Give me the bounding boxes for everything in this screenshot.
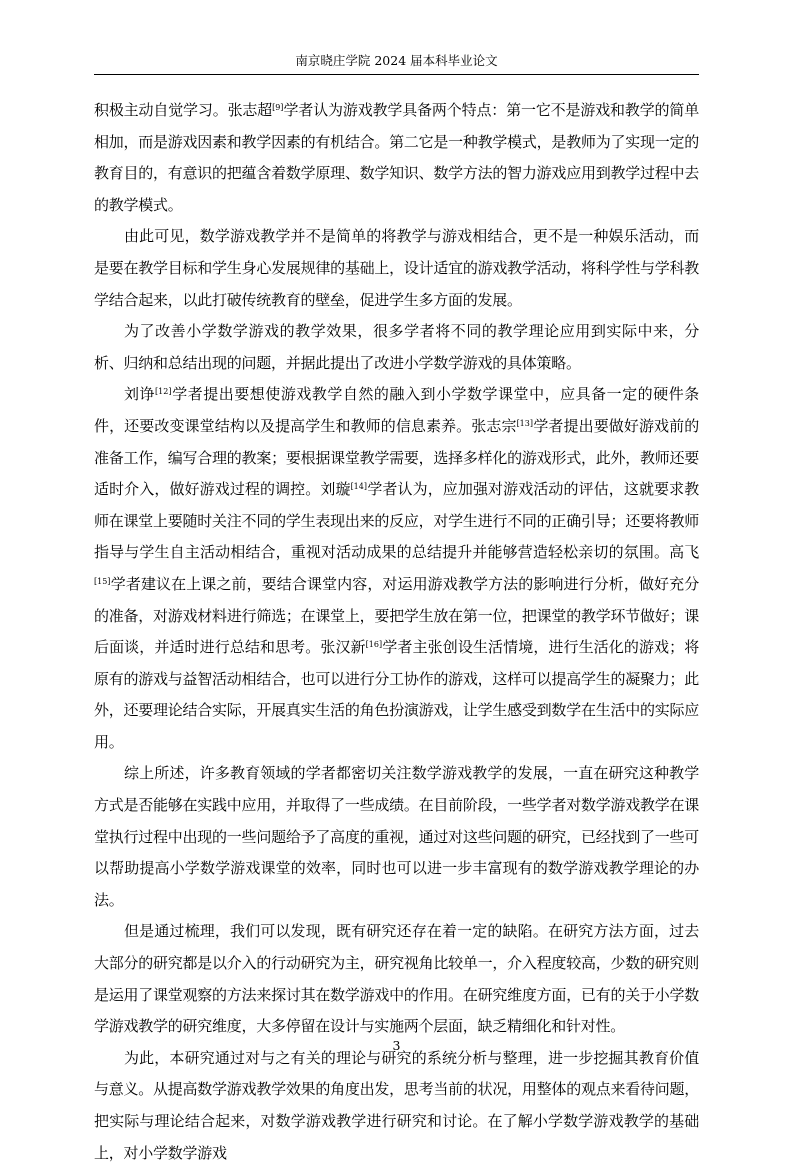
header-divider — [94, 74, 699, 75]
text-run: 学者认为，应加强对游戏活动的评估，这就要求教师在课堂上要随时关注不同的学生表现出来的反应，对学生进行不同的正确引导；还要将教师指导与学生自主活动相结合，重视对活动成果的总结提升并能够营造轻松亲切的氛围。高飞 — [94, 480, 699, 562]
citation-ref: [14] — [350, 482, 367, 492]
page-number: 3 — [392, 1038, 401, 1053]
citation-ref: [16] — [365, 640, 383, 650]
paragraph — [94, 316, 699, 379]
text-run: 为了改善小学数学游戏的教学效果，很多学者将不同的教学理论应用到实际中来，分析、归纳和总结出现的问题，并据此提出了改进小学数学游戏的具体策略。 — [94, 322, 699, 372]
paragraph — [94, 221, 699, 316]
text-run: 由此可见，数学游戏教学并不是简单的将教学与游戏相结合，更不是一种娱乐活动，而是要在教学目标和学生身心发展规律的基础上，设计适宜的游戏教学活动，将科学性与学科教学结合起来，以此打破传统教育的壁垒，促进学生多方面的发展。 — [94, 227, 699, 309]
text-run: 学者主张创设生活情境，进行生活化的游戏；将原有的游戏与益智活动相结合，也可以进行分工协作的游戏，这样可以提高学生的凝聚力；此外，还要理论结合实际，开展真实生活的角色扮演游戏，让学生感受到数学在生活中的实际应用。 — [94, 638, 699, 751]
body-text — [94, 95, 699, 1169]
paragraph — [94, 95, 699, 221]
paragraph — [94, 916, 699, 1042]
citation-ref: [12] — [155, 387, 172, 397]
citation-ref: [9] — [272, 103, 284, 112]
text-run: 为此，本研究通过对与之有关的理论与研究的系统分析与整理，进一步挖掘其教育价值与意义。从提高数学游戏教学效果的角度出发，思考当前的状况，用整体的观点来看待问题，把实际与理论结合起来，对数学游戏教学进行研究和讨论。在了解小学数学游戏教学的基础上，对小学数学游戏 — [94, 1048, 699, 1162]
running-header: 南京晓庄学院 2024 届本科毕业论文 — [295, 53, 498, 68]
text-run: 综上所述，许多教育领域的学者都密切关注数学游戏教学的发展，一直在研究这种教学方式是否能够在实践中应用，并取得了一些成绩。在目前阶段，一些学者对数学游戏教学在课堂执行过程中出现的一些问题给予了高度的重视，通过对这些问题的研究，已经找到了一些可以帮助提高小学数学游戏课堂的效率，同时也可以进一步丰富现有的数学游戏教学理论的办法。 — [94, 764, 699, 909]
paragraph — [94, 758, 699, 916]
citation-ref: [15] — [94, 576, 111, 586]
text-run: 学者提出要做好游戏前的准备工作，编写合理的教案；要根据课堂教学需要，选择多样化的游戏形式，此外，教师还要适时介入，做好游戏过程的调控。刘璇 — [94, 416, 699, 499]
paragraph — [94, 1043, 699, 1169]
text-run: 积极主动自觉学习。张志超 — [94, 101, 273, 119]
text-run: 学者认为游戏教学具备两个特点：第一它不是游戏和教学的简单相加，而是游戏因素和教学因素的有机结合。第二它是一种教学模式，是教师为了实现一定的教育目的，有意识的把蕴含着数学原理、数学知识、数学方法的智力游戏应用到教学过程中去的教学模式。 — [94, 101, 699, 214]
text-run: 刘诤 — [124, 385, 156, 404]
text-run: 但是通过梳理，我们可以发现，既有研究还存在着一定的缺陷。在研究方法方面，过去大部分的研究都是以介入的行动研究为主，研究视角比较单一，介入程度较高，少数的研究则是运用了课堂观察的方法来探讨其在数学游戏中的作用。在研究维度方面，已有的关于小学数学游戏教学的研究维度，大多停留在设计与实施两个层面，缺乏精细化和针对性。 — [94, 922, 699, 1036]
text-run: 学者提出要想使游戏教学自然的融入到小学数学课堂中，应具备一定的硬件条件，还要改变课堂结构以及提高学生和教师的信息素养。张志宗 — [94, 385, 699, 435]
paragraph — [94, 379, 699, 758]
citation-ref: [13] — [516, 418, 533, 428]
text-run: 学者建议在上课之前，要结合课堂内容，对运用游戏教学方法的影响进行分析，做好充分的准备，对游戏材料进行筛选；在课堂上，要把学生放在第一位，把课堂的教学环节做好；课后面谈，并适时进行总结和思考。张汉新 — [94, 574, 699, 657]
